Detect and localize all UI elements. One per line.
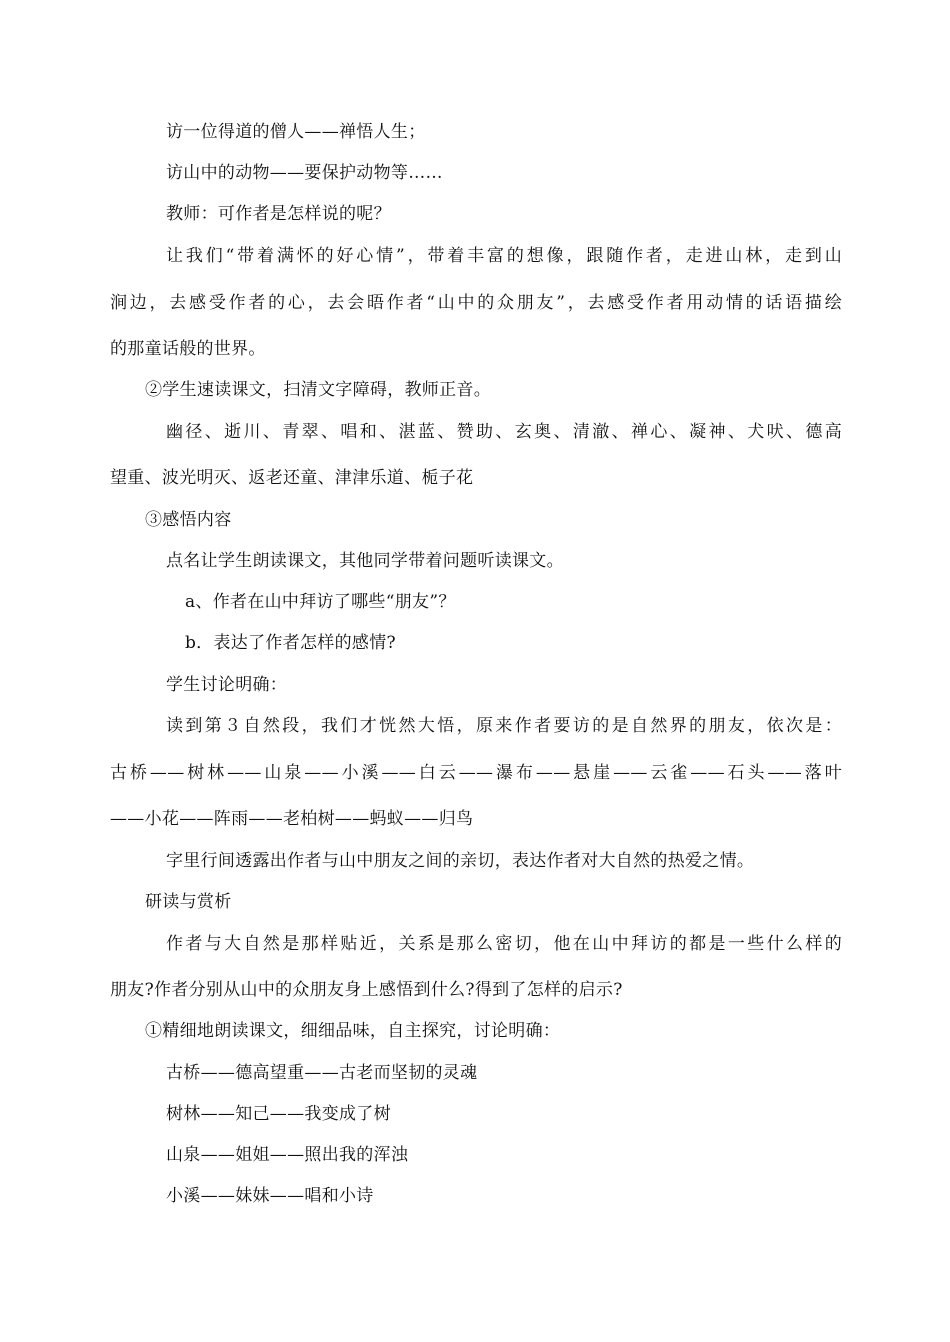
paragraph-line: 让我们“带着满怀的好心情”，带着丰富的想像，跟随作者，走进山林，走到山: [166, 246, 842, 266]
analysis-line: 古桥——德高望重——古老而坚韧的灵魂: [166, 1063, 478, 1083]
question-b: b．表达了作者怎样的感情?: [185, 633, 396, 653]
paragraph-line: 朋友?作者分别从山中的众朋友身上感悟到什么?得到了怎样的启示?: [110, 980, 623, 1000]
question-a: a、作者在山中拜访了哪些“朋友”？: [185, 592, 456, 612]
friends-sequence-line: 古桥——树林——山泉——小溪——白云——瀑布——悬崖——云雀——石头——落叶: [110, 763, 842, 783]
section-heading: ①精细地朗读课文，细细品味，自主探究，讨论明确：: [145, 1021, 561, 1041]
text-line: 访一位得道的僧人——禅悟人生；: [166, 122, 426, 142]
paragraph-line: 作者与大自然是那样贴近，关系是那么密切，他在山中拜访的都是一些什么样的: [166, 934, 842, 954]
paragraph-line: 涧边，去感受作者的心，去会晤作者“山中的众朋友”，去感受作者用动情的话语描绘: [110, 293, 842, 313]
vocabulary-line: 幽径、逝川、青翠、唱和、湛蓝、赞助、玄奥、清澈、禅心、凝神、犬吠、德高: [166, 422, 842, 442]
vocabulary-line: 望重、波光明灭、返老还童、津津乐道、栀子花: [110, 468, 474, 488]
text-line: 点名让学生朗读课文，其他同学带着问题听读课文。: [166, 551, 564, 571]
analysis-line: 树林——知己——我变成了树: [166, 1104, 391, 1124]
section-heading: ②学生速读课文，扫清文字障碍，教师正音。: [145, 380, 491, 400]
text-line: 教师：可作者是怎样说的呢？: [166, 204, 391, 224]
text-line: 字里行间透露出作者与山中朋友之间的亲切，表达作者对大自然的热爱之情。: [166, 851, 755, 871]
paragraph-line: 的那童话般的世界。: [110, 339, 266, 359]
paragraph-line: 读到第３自然段，我们才恍然大悟，原来作者要访的是自然界的朋友，依次是：: [166, 716, 842, 736]
section-heading: 研读与赏析: [145, 892, 232, 912]
text-line: 访山中的动物——要保护动物等……: [166, 163, 443, 183]
friends-sequence-line: ——小花——阵雨——老柏树——蚂蚁——归鸟: [110, 809, 474, 829]
analysis-line: 小溪——妹妹——唱和小诗: [166, 1186, 374, 1206]
text-line: 学生讨论明确：: [166, 675, 288, 695]
section-heading: ③感悟内容: [145, 510, 232, 530]
analysis-line: 山泉——姐姐——照出我的浑浊: [166, 1145, 409, 1165]
